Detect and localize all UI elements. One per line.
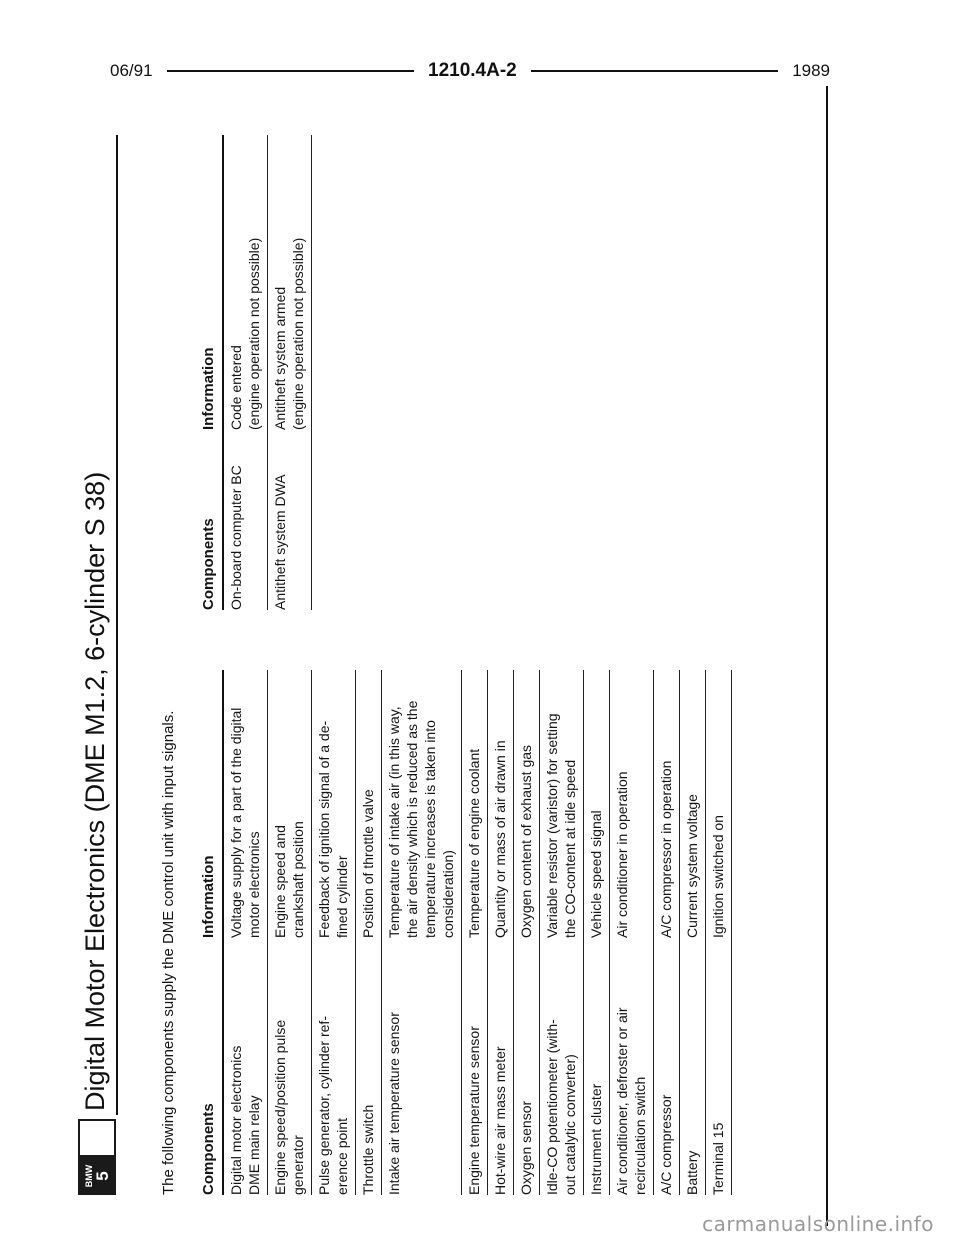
table-row bbox=[382, 670, 462, 1195]
information-cell: Current system voltage bbox=[684, 794, 700, 938]
page-title: Digital Motor Electronics (DME M1.2, 6-cylinder S 38) bbox=[80, 471, 110, 1111]
header-document-code: 1210.4A-2 bbox=[428, 60, 517, 81]
information-cell: Vehicle speed signal bbox=[588, 810, 604, 938]
table-row bbox=[224, 135, 268, 610]
table-row bbox=[268, 670, 312, 1195]
component-cell: Pulse generator, cylinder ref- erence point bbox=[316, 1016, 350, 1195]
component-cell: Throttle switch bbox=[360, 1104, 376, 1195]
component-cell: Idle-CO potentiometer (with- out catalytic converter) bbox=[544, 1019, 578, 1195]
component-cell: Engine speed/position pulse generator bbox=[272, 1019, 306, 1195]
table-row bbox=[514, 670, 540, 1195]
information-cell: Code entered (engine operation not possible) bbox=[228, 237, 262, 430]
table-row bbox=[584, 670, 610, 1195]
component-cell: Antitheft system DWA bbox=[272, 474, 288, 610]
input-signals-table bbox=[200, 670, 732, 1195]
bmw-series-logo bbox=[78, 1157, 116, 1195]
component-cell: Digital motor electronics DME main relay bbox=[228, 1045, 262, 1195]
information-cell: Variable resistor (varistor) for setting the CO-content at idle speed bbox=[544, 713, 578, 938]
components-header: Components bbox=[200, 518, 217, 610]
logo-empty-box bbox=[78, 1119, 116, 1157]
table-row bbox=[680, 670, 706, 1195]
information-cell: Engine speed and crankshaft position bbox=[272, 821, 306, 938]
header-date: 06/91 bbox=[110, 61, 153, 80]
information-cell: Temperature of engine coolant bbox=[466, 748, 482, 938]
component-cell: On-board computer BC bbox=[228, 465, 244, 610]
table-row bbox=[224, 670, 268, 1195]
title-rule bbox=[116, 135, 118, 1115]
information-cell: Antitheft system armed (engine operation not possible) bbox=[272, 237, 306, 430]
information-cell: Quantity or mass of air drawn in bbox=[492, 740, 508, 938]
component-cell: Instrument cluster bbox=[588, 1083, 604, 1195]
component-cell: Air conditioner, defroster or air recirculation switch bbox=[614, 1007, 648, 1195]
information-cell: A/C compressor in operation bbox=[658, 760, 674, 938]
header-rule-left bbox=[167, 70, 414, 72]
component-cell: Engine temperature sensor bbox=[466, 1026, 482, 1195]
table-row bbox=[654, 670, 680, 1195]
information-cell: Ignition switched on bbox=[710, 815, 726, 938]
components-header: Components bbox=[200, 1103, 217, 1195]
component-cell: Oxygen sensor bbox=[518, 1100, 534, 1195]
information-header: Information bbox=[200, 347, 217, 430]
security-signals-table bbox=[200, 135, 312, 610]
logo-series: 5 bbox=[92, 1171, 112, 1181]
table-row bbox=[540, 670, 584, 1195]
component-cell: Hot-wire air mass meter bbox=[492, 1046, 508, 1195]
table-header bbox=[200, 670, 224, 1195]
page-header bbox=[110, 56, 830, 86]
information-header: Information bbox=[200, 855, 217, 938]
table-row bbox=[462, 670, 488, 1195]
intro-text: The following components supply the DME control unit with input signals. bbox=[160, 710, 177, 1195]
watermark-text: carmanualsonline.info bbox=[702, 1212, 934, 1236]
information-cell: Feedback of ignition signal of a de- fined cylinder bbox=[316, 720, 350, 938]
information-cell: Temperature of intake air (in this way, the air density which is reduced as the temperature increases is taken into consideration) bbox=[386, 700, 456, 938]
table-row bbox=[268, 135, 312, 610]
logo-brand: BMW bbox=[83, 1164, 94, 1188]
information-cell: Position of throttle valve bbox=[360, 789, 376, 938]
information-cell: Oxygen content of exhaust gas bbox=[518, 744, 534, 938]
information-cell: Voltage supply for a part of the digital motor electronics bbox=[228, 707, 262, 938]
header-rule-right bbox=[531, 70, 778, 72]
table-row bbox=[356, 670, 382, 1195]
table-row bbox=[610, 670, 654, 1195]
table-row bbox=[706, 670, 732, 1195]
rotated-page-content bbox=[70, 95, 830, 1195]
component-cell: Terminal 15 bbox=[710, 1122, 726, 1195]
component-cell: A/C compressor bbox=[658, 1094, 674, 1195]
table-row bbox=[312, 670, 356, 1195]
component-cell: Intake air temperature sensor bbox=[386, 1012, 402, 1195]
table-header bbox=[200, 135, 224, 610]
component-cell: Battery bbox=[684, 1150, 700, 1195]
header-year: 1989 bbox=[792, 61, 831, 80]
table-row bbox=[488, 670, 514, 1195]
information-cell: Air conditioner in operation bbox=[614, 771, 630, 938]
